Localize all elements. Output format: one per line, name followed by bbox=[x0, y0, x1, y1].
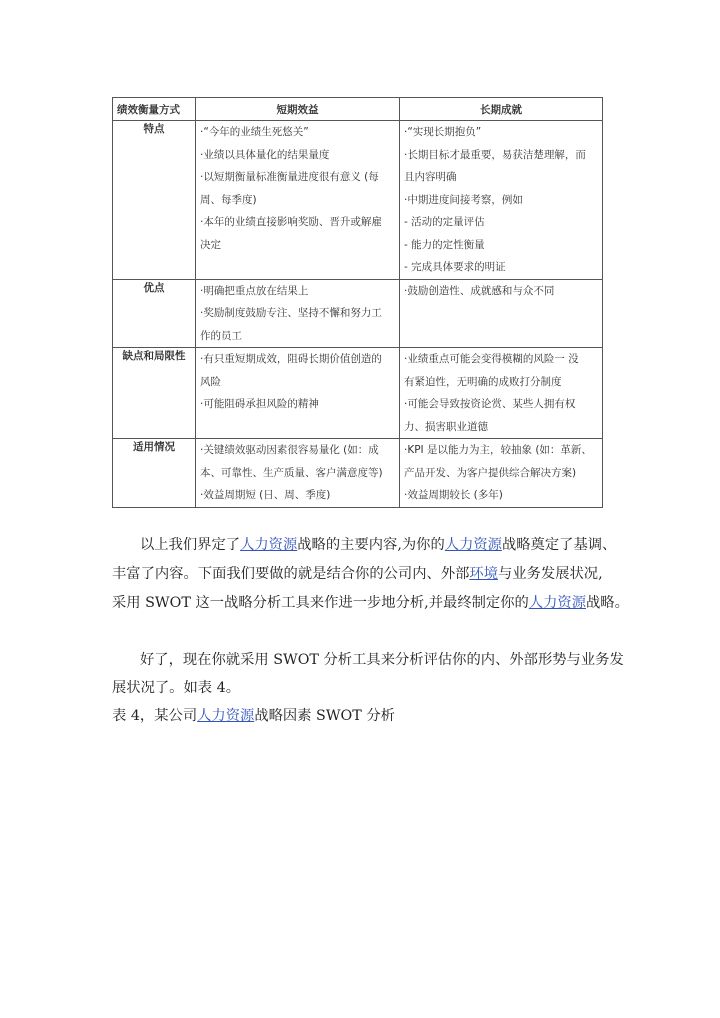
cell-line: ·“今年的业绩生死悠关” bbox=[200, 126, 309, 138]
paragraph1-line3 bbox=[112, 592, 629, 612]
paragraph1-line2 bbox=[112, 563, 603, 583]
long-term-cell bbox=[400, 279, 603, 348]
cell-line: 力、损害职业道德 bbox=[404, 420, 488, 433]
cell-line: ·关键绩效驱动因素很容易量化 (如：成 bbox=[200, 444, 379, 456]
row-label: 适用情况 bbox=[113, 439, 196, 508]
cell-line: 风险 bbox=[200, 375, 221, 388]
short-term-cell bbox=[196, 348, 400, 439]
cell-line: - 活动的定量评估 bbox=[404, 216, 485, 228]
performance-measurement-table bbox=[112, 97, 603, 508]
cell-line: ·可能会导致按资论赏、某些人拥有权 bbox=[404, 398, 576, 410]
hr-link[interactable]: 人力资源 bbox=[528, 595, 586, 611]
table-row bbox=[113, 439, 603, 508]
text: 以上我们界定了 bbox=[140, 537, 241, 553]
header-cell: 绩效衡量方式 bbox=[113, 98, 196, 121]
cell-line: ·KPI 是以能力为主，较抽象 (如：革新、 bbox=[404, 444, 592, 456]
cell-line: 且内容明确 bbox=[404, 171, 457, 183]
cell-line: 有紧迫性，无明确的成败打分制度 bbox=[404, 375, 562, 388]
hr-link[interactable]: 人力资源 bbox=[444, 537, 502, 553]
row-label: 优点 bbox=[113, 279, 196, 348]
hr-link[interactable]: 人力资源 bbox=[197, 708, 255, 724]
text: 表 4，某公司 bbox=[112, 708, 198, 724]
cell-line: ·有只重短期成效，阻碍长期价值创造的 bbox=[200, 353, 382, 365]
table-row bbox=[113, 348, 603, 439]
cell-line: ·鼓励创造性、成就感和与众不同 bbox=[404, 284, 555, 297]
table-header-row bbox=[113, 98, 603, 121]
short-term-cell bbox=[196, 121, 400, 280]
table-row bbox=[113, 279, 603, 348]
cell-line: 产品开发、为客户提供综合解决方案) bbox=[404, 466, 577, 479]
cell-line: ·奖励制度鼓励专注、坚持不懈和努力工 bbox=[200, 307, 382, 319]
long-term-cell bbox=[400, 439, 603, 508]
text: 丰富了内容。下面我们要做的就是结合你的公司内、外部 bbox=[112, 566, 470, 582]
cell-line: ·可能阻碍承担风险的精神 bbox=[200, 398, 319, 410]
cell-line: ·明确把重点放在结果上 bbox=[200, 284, 309, 297]
cell-line: ·以短期衡量标准衡量进度很有意义 (每 bbox=[200, 171, 379, 183]
long-term-cell bbox=[400, 121, 603, 280]
short-term-cell bbox=[196, 279, 400, 348]
table-row bbox=[113, 121, 603, 280]
cell-line: - 完成具体要求的明证 bbox=[404, 261, 506, 273]
row-label: 特点 bbox=[113, 121, 196, 280]
header-cell: 短期效益 bbox=[196, 98, 400, 121]
long-term-cell bbox=[400, 348, 603, 439]
hr-link[interactable]: 人力资源 bbox=[240, 537, 298, 553]
row-label: 缺点和局限性 bbox=[113, 348, 196, 439]
paragraph1-line1 bbox=[140, 534, 616, 554]
cell-line: 决定 bbox=[200, 238, 221, 251]
environment-link[interactable]: 环境 bbox=[469, 566, 499, 582]
paragraph2-line1: 好了，现在你就采用 SWOT 分析工具来分析评估你的内、外部形势与业务发 bbox=[140, 652, 624, 668]
text: 战略的主要内容,为你的 bbox=[297, 537, 445, 553]
text: 战略奠定了基调、 bbox=[501, 537, 617, 553]
text: 战略。 bbox=[586, 595, 629, 611]
cell-line: 作的员工 bbox=[200, 329, 242, 342]
cell-line: - 能力的定性衡量 bbox=[404, 238, 485, 251]
text: 与业务发展状况, bbox=[498, 566, 603, 582]
table-caption bbox=[112, 705, 395, 725]
short-term-cell bbox=[196, 439, 400, 508]
text: 战略因素 SWOT 分析 bbox=[254, 708, 395, 724]
text: 采用 SWOT 这一战略分析工具来作进一步地分析,并最终制定你的 bbox=[112, 595, 529, 611]
header-cell: 长期成就 bbox=[400, 98, 603, 121]
cell-line: ·长期目标才最重要，易获洁楚理解，而 bbox=[404, 148, 586, 161]
cell-line: ·效益周期较长 (多年) bbox=[404, 489, 503, 501]
cell-line: ·业绩以具体量化的结果量度 bbox=[200, 148, 330, 161]
cell-line: 本、可靠性、生产质量、客户满意度等) bbox=[200, 466, 383, 479]
cell-line: ·业绩重点可能会变得模糊的风险一 没 bbox=[404, 353, 579, 365]
cell-line: ·中期进度间接考察，例如 bbox=[404, 193, 523, 206]
cell-line: ·本年的业绩直接影响奖励、晋升或解雇 bbox=[200, 216, 382, 228]
cell-line: ·效益周期短 (日、周、季度) bbox=[200, 489, 331, 501]
cell-line: ·“实现长期抱负” bbox=[404, 126, 482, 138]
cell-line: 周、每季度) bbox=[200, 193, 257, 206]
paragraph2-line2: 展状况了。如表 4。 bbox=[112, 680, 241, 696]
